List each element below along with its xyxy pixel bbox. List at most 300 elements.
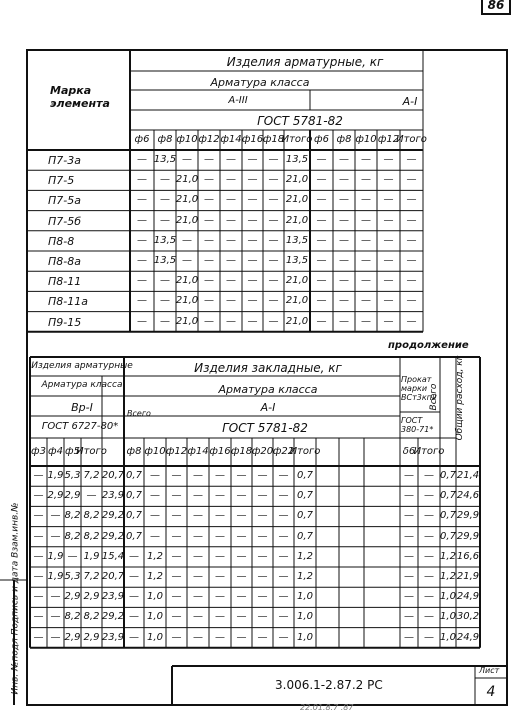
bottom-overall-cell: 16,6: [456, 550, 480, 562]
bottom-left-total-cell: 23,9: [101, 591, 125, 603]
top-cell: —: [361, 174, 371, 186]
bottom-right-class: Арматура класса: [218, 383, 318, 396]
bottom-left-cell: —: [33, 631, 44, 643]
top-col-header: ф12: [377, 134, 400, 145]
top-cell: —: [316, 154, 327, 165]
bottom-right-cell: 1,0: [147, 631, 163, 643]
bottom-left-cell: 1,9: [47, 470, 64, 481]
bottom-left-cell: —: [50, 510, 61, 522]
top-cell: —: [137, 295, 147, 307]
top-cell: —: [247, 275, 258, 287]
top-col-header: ф10: [176, 134, 198, 145]
top-cell: —: [137, 194, 147, 206]
bottom-right-cell: —: [257, 530, 268, 542]
bottom-left-cell: —: [50, 591, 61, 603]
bottom-right-cell: —: [257, 631, 268, 643]
top-col-header: ф12: [198, 134, 220, 145]
bottom-overall-cell: 29,9: [456, 510, 480, 522]
bottom-left-cell: 1,9: [47, 550, 64, 562]
top-cell: —: [226, 255, 236, 266]
top-cell: —: [383, 214, 394, 226]
top-cell: —: [383, 295, 394, 307]
bottom-right-cell: —: [424, 530, 434, 542]
top-cell: —: [204, 214, 214, 226]
bottom-right-cell: —: [236, 631, 247, 643]
bottom-right-cell: —: [215, 490, 225, 502]
top-cell: —: [406, 174, 417, 186]
bottom-right-cell: —: [278, 470, 289, 481]
bottom-left-group: Изделия арматурные: [31, 361, 133, 371]
bottom-right-cell: 1,0: [147, 611, 163, 623]
bottom-left-cell: 7,2: [83, 571, 100, 582]
top-cell: —: [268, 234, 279, 246]
bottom-right-cell: —: [424, 510, 434, 522]
sheet-number: 4: [486, 684, 496, 700]
bottom-left-cell: —: [33, 470, 44, 481]
top-cell: —: [268, 154, 279, 165]
top-cell: —: [361, 315, 371, 327]
top-cell: —: [226, 154, 236, 165]
element-mark: П7-3а: [48, 154, 81, 167]
top-cell: —: [226, 295, 236, 307]
bottom-right-cell: —: [236, 530, 247, 542]
top-cell: —: [160, 194, 170, 206]
element-mark: П8-11: [48, 275, 82, 289]
top-cell: —: [316, 234, 327, 246]
bottom-right-cell: —: [278, 571, 289, 582]
bottom-left-col-header: ф3: [31, 446, 46, 457]
top-cell: —: [339, 154, 349, 165]
bottom-all-cell: 0,7: [440, 510, 456, 522]
bottom-left-class-name: Вр-I: [71, 401, 93, 414]
bottom-right-cell: —: [193, 550, 203, 562]
top-cell: —: [339, 194, 349, 206]
bottom-right-cell: —: [215, 591, 225, 603]
top-cell: —: [160, 174, 170, 186]
top-cell: —: [339, 234, 349, 246]
top-cell: —: [204, 275, 214, 287]
top-cell: —: [406, 295, 417, 307]
bottom-right-col-header: ф20: [251, 446, 274, 457]
bottom-right-cell: 0,7: [297, 530, 313, 542]
top-col-header: ф6: [134, 134, 150, 145]
bottom-left-cell: 2,9: [64, 490, 81, 502]
bottom-overall-cell: 21,4: [456, 470, 480, 481]
top-cell: —: [204, 295, 214, 307]
footer-partial: 22.01.8.7 .87: [300, 703, 354, 712]
bottom-right-cell: 1,0: [297, 611, 313, 623]
bottom-right-cell: —: [215, 631, 225, 643]
bottom-right-cell: —: [150, 470, 160, 481]
top-cell: —: [160, 295, 170, 307]
bottom-left-cell: 1,9: [47, 571, 64, 582]
bottom-right-cell: 1,0: [297, 591, 313, 603]
bottom-right-cell: —: [171, 470, 182, 481]
bottom-left-class: Арматура класса: [41, 380, 123, 390]
bottom-left-total-cell: 23,9: [101, 490, 125, 502]
bottom-right-gost: ГОСТ 5781-82: [222, 421, 308, 435]
bottom-right-cell: 0,7: [297, 490, 313, 502]
bottom-right-cell: 0,7: [126, 530, 142, 542]
top-cell: —: [160, 214, 170, 226]
bottom-right-cell: —: [215, 510, 225, 522]
bottom-right-cell: —: [193, 591, 203, 603]
top-cell: —: [361, 214, 371, 226]
top-cell: 21,0: [175, 275, 199, 287]
top-cell: —: [137, 214, 147, 226]
bottom-right-cell: —: [257, 571, 268, 582]
top-cell: —: [361, 295, 371, 307]
bottom-all-cell: 0,7: [440, 470, 456, 481]
top-cell: —: [226, 174, 236, 186]
bottom-overall-cell: 30,2: [456, 611, 480, 623]
bottom-left-total-cell: 29,2: [101, 611, 125, 623]
bottom-right-cell: —: [404, 470, 414, 481]
top-cell: —: [316, 295, 327, 307]
bottom-left-cell: —: [33, 550, 44, 562]
top-cell: —: [226, 214, 236, 226]
top-cell: —: [204, 315, 214, 327]
top-cell: —: [204, 255, 214, 266]
bottom-right-cell: —: [257, 510, 268, 522]
bottom-right-cell: —: [278, 510, 289, 522]
bottom-left-cell: —: [50, 530, 61, 542]
bottom-right-cell: —: [257, 490, 268, 502]
top-cell: —: [247, 234, 258, 246]
bottom-left-cell: 7,2: [83, 470, 100, 481]
bottom-right-col-header: ф10: [144, 446, 166, 457]
top-cell: —: [339, 214, 349, 226]
top-cell: —: [383, 174, 394, 186]
bottom-overall-cell: 24,9: [456, 591, 480, 603]
bottom-right-cell: —: [404, 550, 414, 562]
top-group-title: Изделия арматурные, кг: [226, 55, 384, 69]
overall-total-header: Общий расход, кг: [455, 355, 465, 441]
top-cell: —: [268, 275, 279, 287]
bottom-right-cell: 1,2: [147, 571, 163, 582]
bottom-left-col-header: ф5: [65, 446, 80, 457]
top-cell: —: [137, 234, 147, 246]
element-mark: П7-5б: [48, 214, 82, 228]
bottom-right-cell: —: [171, 550, 182, 562]
top-cell: —: [268, 295, 279, 307]
top-cell: 21,0: [175, 295, 199, 307]
bottom-left-cell: —: [33, 490, 44, 502]
bottom-right-cell: —: [424, 591, 434, 603]
bottom-right-cell: —: [171, 571, 182, 582]
top-cell: —: [406, 234, 417, 246]
bottom-right-cell: —: [278, 490, 289, 502]
bottom-left-cell: —: [33, 571, 44, 582]
bottom-left-cell: 8,2: [83, 611, 100, 623]
bottom-left-total-cell: 29,2: [101, 510, 125, 522]
bottom-right-col-header: ф22: [272, 446, 295, 457]
top-gost: ГОСТ 5781-82: [257, 114, 343, 128]
bottom-right-cell: —: [257, 470, 268, 481]
bottom-all-cell: 0,7: [440, 530, 456, 542]
mark-header: Марка элемента: [50, 84, 110, 111]
bottom-right-cell: —: [171, 611, 182, 623]
bottom-right-col-header: ф12: [165, 446, 188, 457]
prokat-gost: ГОСТ 380-71*: [401, 416, 434, 435]
bottom-left-cell: 2,9: [64, 591, 81, 603]
top-col-header: ф18: [262, 134, 285, 145]
bottom-left-cell: —: [33, 611, 44, 623]
bottom-right-cell: —: [424, 490, 434, 502]
top-cell: —: [247, 154, 258, 165]
bottom-left-total-cell: 15,4: [101, 550, 125, 562]
bottom-right-cell: —: [404, 510, 414, 522]
bottom-right-cell: —: [278, 591, 289, 603]
bottom-right-cell: —: [193, 571, 203, 582]
bottom-overall-cell: 24,9: [456, 631, 480, 643]
bottom-overall-cell: 21,9: [456, 571, 480, 582]
top-cell: —: [361, 194, 371, 206]
top-cell: —: [268, 255, 279, 266]
bottom-all-cell: 1,0: [440, 611, 456, 623]
bottom-left-cell: —: [67, 550, 78, 562]
bottom-all-cell: 0,7: [440, 490, 456, 502]
bottom-right-cell: —: [278, 530, 289, 542]
bottom-all-cell: 1,0: [440, 591, 456, 603]
bottom-right-col-header: ф8: [126, 446, 142, 457]
bottom-left-cell: 8,2: [83, 530, 100, 542]
top-cell: —: [247, 194, 258, 206]
bottom-right-cell: —: [171, 490, 182, 502]
bottom-left-cell: 2,9: [47, 490, 64, 502]
bottom-overall-cell: 24,6: [456, 490, 480, 502]
top-cell: —: [137, 154, 147, 165]
bottom-right-cell: —: [215, 530, 225, 542]
bottom-left-cell: 2,9: [83, 591, 100, 603]
top-cell: —: [182, 154, 192, 165]
bottom-left-cell: 1,9: [83, 550, 100, 562]
bottom-left-cell: 8,2: [64, 530, 81, 542]
top-cell: —: [160, 275, 170, 287]
bottom-right-cell: —: [129, 591, 139, 603]
bottom-left-col-header: ф4: [48, 446, 63, 457]
bottom-right-cell: —: [171, 631, 182, 643]
bottom-right-cell: 1,0: [297, 631, 313, 643]
element-mark: П8-8: [48, 234, 75, 248]
top-cell: —: [160, 315, 170, 327]
bottom-left-cell: 2,9: [83, 631, 100, 643]
top-cell: —: [406, 255, 417, 266]
bottom-right-group: Изделия закладные, кг: [194, 361, 342, 375]
bottom-right-cell: —: [424, 571, 434, 582]
bottom-right-cell: —: [150, 490, 160, 502]
bottom-right-cell: —: [257, 591, 268, 603]
top-cell: 21,0: [285, 315, 309, 327]
top-cell: 13,5: [153, 234, 177, 246]
top-cell: —: [316, 194, 327, 206]
sheet-label: Лист: [479, 666, 500, 675]
top-cell: —: [383, 234, 394, 246]
bottom-right-cell: —: [215, 611, 225, 623]
top-cell: 21,0: [285, 295, 309, 307]
prokat-header: Прокат марки ВСт3кп2: [401, 375, 437, 403]
element-mark: П8-8а: [48, 255, 81, 268]
top-cell: 21,0: [285, 275, 309, 287]
bottom-right-cell: 1,0: [147, 591, 163, 603]
bottom-right-cell: —: [215, 571, 225, 582]
top-cell: —: [226, 234, 236, 246]
top-cell: —: [268, 214, 279, 226]
top-cell: —: [316, 255, 327, 266]
top-cell: 13,5: [285, 255, 309, 266]
bottom-right-cell: —: [129, 571, 139, 582]
bottom-right-cell: —: [193, 530, 203, 542]
bottom-right-cell: —: [236, 571, 247, 582]
element-mark: П8-11а: [48, 295, 88, 309]
top-cell: —: [316, 315, 327, 327]
top-cell: 21,0: [285, 194, 309, 206]
bottom-right-col-header: ф14: [187, 446, 209, 457]
bottom-left-cell: —: [33, 530, 44, 542]
bottom-right-cell: —: [129, 631, 139, 643]
top-cell: —: [247, 295, 258, 307]
top-cell: —: [137, 275, 147, 287]
bottom-right-cell: —: [278, 550, 289, 562]
bottom-right-cell: —: [257, 550, 268, 562]
bottom-right-cell: —: [193, 470, 203, 481]
bottom-right-cell: —: [424, 631, 434, 643]
bottom-right-cell: —: [171, 591, 182, 603]
top-cell: —: [247, 174, 258, 186]
bottom-right-cell: —: [278, 611, 289, 623]
bottom-right-col-header: ф18: [230, 446, 253, 457]
top-col-header: ф10: [355, 134, 377, 145]
bottom-left-cell: 8,2: [64, 510, 81, 522]
top-cell: —: [339, 174, 349, 186]
bottom-right-cell: 0,7: [126, 510, 142, 522]
bottom-right-total: Всего: [429, 383, 439, 411]
top-class-a1: А-I: [402, 95, 418, 108]
bottom-right-cell: —: [404, 530, 414, 542]
bottom-left-gost: ГОСТ 6727-80*: [41, 421, 119, 432]
element-mark: П9-15: [48, 315, 82, 329]
top-col-header: ф16: [241, 134, 264, 145]
top-cell: 21,0: [175, 214, 199, 226]
bottom-right-cell: —: [236, 591, 247, 603]
bottom-right-cell: —: [236, 470, 247, 481]
bottom-right-cell: —: [257, 611, 268, 623]
page-number: 86: [487, 0, 505, 12]
document-code: 3.006.1-2.87.2 РС: [275, 678, 383, 692]
bottom-right-cell: —: [404, 591, 414, 603]
top-cell: —: [316, 275, 327, 287]
top-cell: 13,5: [153, 255, 177, 266]
bottom-right-cell: 1,2: [147, 550, 163, 562]
top-cell: 21,0: [285, 214, 309, 226]
bottom-left-cell: —: [50, 611, 61, 623]
top-cell: —: [268, 174, 279, 186]
top-cell: 21,0: [285, 174, 309, 186]
top-cell: —: [226, 275, 236, 287]
top-cell: —: [406, 275, 417, 287]
bottom-left-total-cell: 29,2: [101, 530, 125, 542]
top-cell: —: [204, 234, 214, 246]
top-cell: —: [137, 174, 147, 186]
top-cell: —: [406, 315, 417, 327]
top-cell: —: [383, 154, 394, 165]
bottom-right-cell: —: [171, 530, 182, 542]
bottom-right-cell: —: [150, 530, 160, 542]
bottom-left-cell: 5,3: [64, 571, 81, 582]
bottom-left-cell: —: [33, 591, 44, 603]
side-stamp: Инв. №подл Подпись и дата Взам.инв.№: [10, 502, 21, 695]
bottom-right-cell: 0,7: [126, 470, 142, 481]
top-cell: —: [204, 174, 214, 186]
top-cell: —: [137, 255, 147, 266]
top-class-a3: А-III: [228, 95, 248, 106]
top-col-header: ф14: [220, 134, 242, 145]
bottom-right-cell: —: [278, 631, 289, 643]
top-cell: 21,0: [175, 315, 199, 327]
top-cell: —: [316, 174, 327, 186]
top-class-title: Арматура класса: [210, 76, 310, 89]
top-cell: —: [182, 234, 192, 246]
top-cell: —: [204, 194, 214, 206]
bottom-right-class-name: А-I: [260, 401, 276, 414]
top-cell: —: [339, 315, 349, 327]
bottom-right-col-header: Итого: [413, 446, 445, 457]
top-cell: —: [247, 214, 258, 226]
bottom-left-cell: 8,2: [64, 611, 81, 623]
top-cell: —: [339, 275, 349, 287]
top-cell: —: [361, 154, 371, 165]
bottom-right-cell: —: [150, 510, 160, 522]
bottom-right-cell: —: [404, 631, 414, 643]
bottom-right-cell: 0,7: [297, 510, 313, 522]
bottom-right-cell: —: [404, 571, 414, 582]
bottom-right-cell: —: [236, 550, 247, 562]
top-cell: 13,5: [285, 154, 309, 165]
bottom-right-cell: —: [236, 490, 247, 502]
element-mark: П7-5: [48, 174, 75, 188]
bottom-right-cell: 0,7: [297, 470, 313, 481]
bottom-right-cell: —: [404, 611, 414, 623]
bottom-right-cell: 1,2: [297, 550, 313, 562]
bottom-left-cell: —: [50, 631, 61, 643]
bottom-left-total-cell: 20,7: [101, 470, 125, 481]
continuation-label: продолжение: [388, 340, 469, 351]
bottom-right-cell: —: [424, 470, 434, 481]
bottom-right-cell: —: [404, 490, 414, 502]
bottom-all-cell: 1,2: [440, 550, 456, 562]
bottom-right-cell: —: [171, 510, 182, 522]
bottom-left-total-cell: 23,9: [101, 631, 125, 643]
bottom-overall-cell: 29,9: [456, 530, 480, 542]
bottom-left-cell: 5,3: [64, 470, 81, 481]
top-cell: —: [137, 315, 147, 327]
bottom-right-col-header: δ6: [402, 446, 416, 457]
top-cell: —: [361, 255, 371, 266]
bottom-right-cell: —: [215, 550, 225, 562]
top-cell: 21,0: [175, 194, 199, 206]
bottom-right-cell: —: [193, 631, 203, 643]
bottom-left-cell: —: [33, 510, 44, 522]
top-cell: —: [226, 315, 236, 327]
top-cell: —: [406, 154, 417, 165]
top-col-header: Итого: [281, 134, 313, 145]
top-cell: 21,0: [175, 174, 199, 186]
top-cell: —: [316, 214, 327, 226]
bottom-right-cell: —: [215, 470, 225, 481]
top-col-header: Итого: [396, 134, 427, 145]
bottom-right-cell: —: [129, 550, 139, 562]
bottom-left-cell: —: [86, 490, 97, 502]
